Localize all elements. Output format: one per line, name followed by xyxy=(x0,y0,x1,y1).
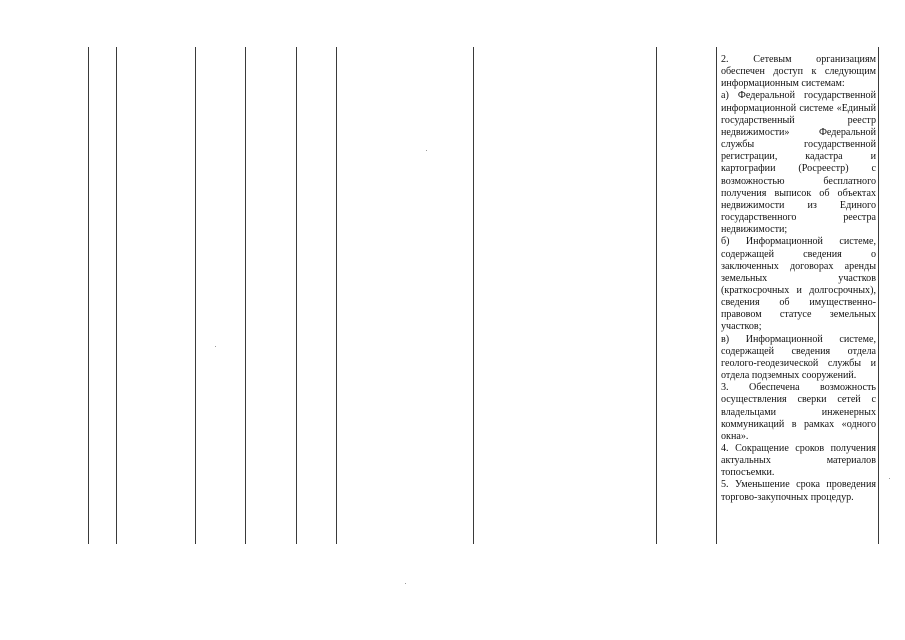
column-border xyxy=(716,47,717,544)
column-border xyxy=(656,47,657,544)
column-border xyxy=(336,47,337,544)
column-border xyxy=(296,47,297,544)
cell-paragraph: 5. Уменьшение срока проведения торгово-закупочных процедур. xyxy=(721,479,876,503)
cell-paragraph: а) Федеральной государственной информационной системе «Единый государственный реестр недвижимости» Федеральной службы государственной регистрации, кадастра и картографии (Росреестр) с возможностью бесплатного получения выписок об объектах недвижимости из Единого государственного реестра недвижимости; xyxy=(721,90,876,236)
column-border xyxy=(116,47,117,544)
cell-paragraph: 2. Сетевым организациям обеспечен доступ к следующим информационным системам: xyxy=(721,54,876,90)
cell-paragraph: в) Информационной системе, содержащей сведения отдела геолого-геодезической службы и отдела подземных сооружений. xyxy=(721,333,876,382)
column-border xyxy=(88,47,89,544)
last-column-cell xyxy=(721,54,876,504)
column-border xyxy=(195,47,196,544)
cell-paragraph: 4. Сокращение сроков получения актуальных материалов топосъемки. xyxy=(721,443,876,479)
column-border xyxy=(473,47,474,544)
cell-paragraph: 3. Обеспечена возможность осуществления сверки сетей с владельцами инженерных коммуникаций в рамках «одного окна». xyxy=(721,382,876,442)
cell-paragraph: б) Информационной системе, содержащей сведения о заключенных договорах аренды земельных участков (краткосрочных и долгосрочных), сведения об имущественно-правовом статусе земельных участков; xyxy=(721,236,876,333)
column-border xyxy=(245,47,246,544)
scan-speck xyxy=(889,478,890,479)
scan-speck xyxy=(215,346,216,347)
scan-speck xyxy=(426,150,427,151)
scan-speck xyxy=(405,583,406,584)
column-border xyxy=(878,47,879,544)
